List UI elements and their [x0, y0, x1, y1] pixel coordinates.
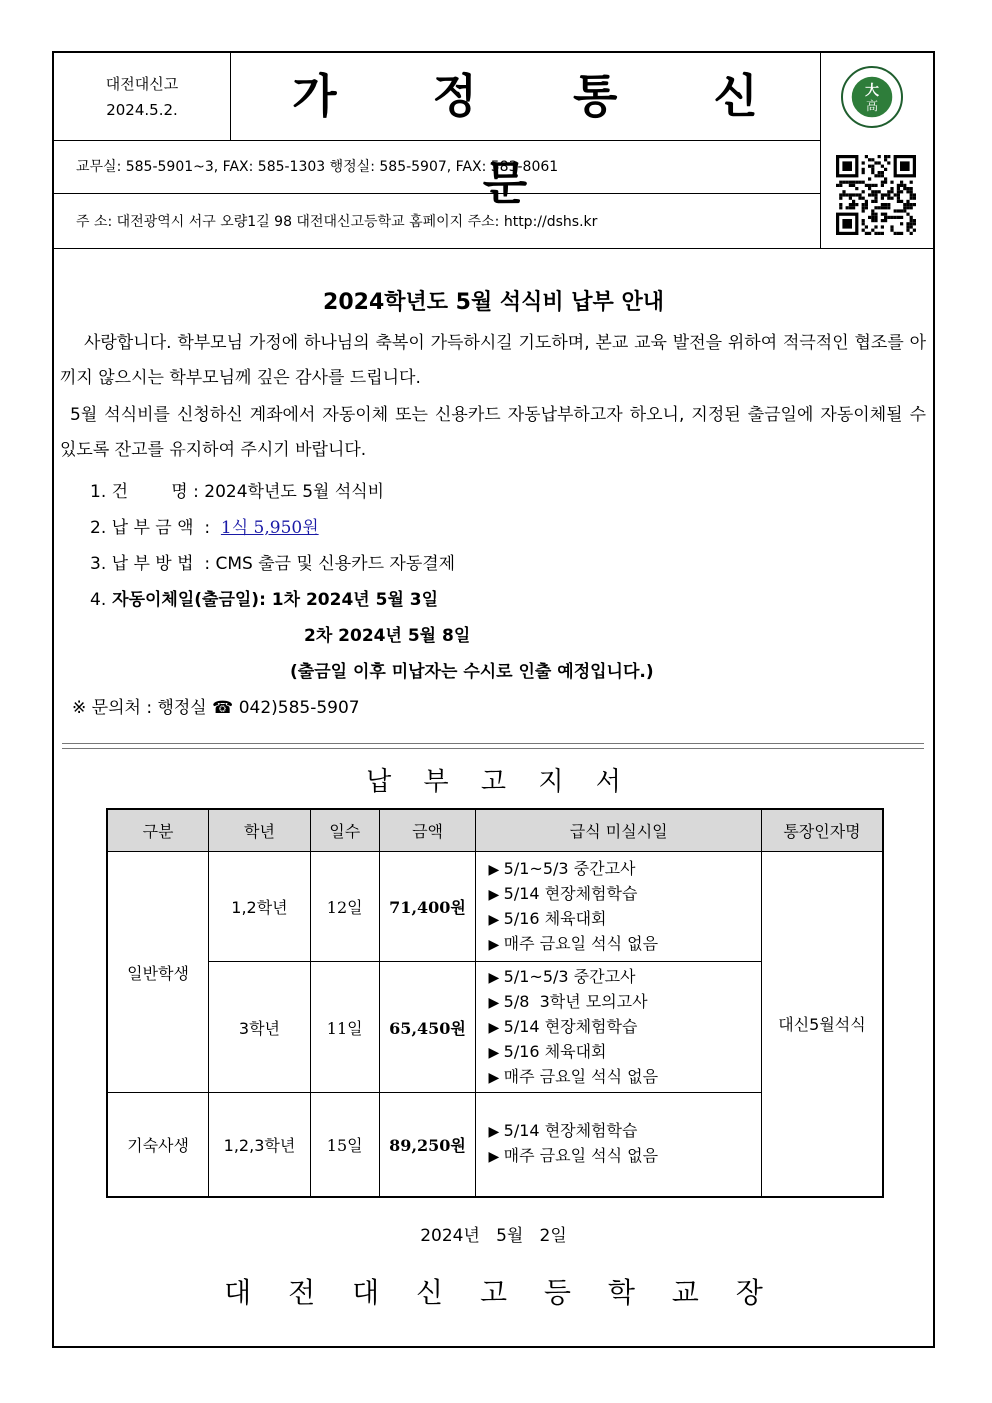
list-item: ▶ 5/1~5/3 중간고사 [488, 857, 760, 882]
column-header: 통장인자명 [761, 809, 883, 852]
amount-cell: 89,250원 [379, 1093, 476, 1197]
notice-heading: 2024학년도 5월 석식비 납부 안내 [323, 290, 664, 315]
list-item: ▶ 매주 금요일 석식 없음 [488, 1144, 760, 1169]
principal-signature: 대 전 대 신 고 등 학 교 장 [224, 1276, 777, 1309]
notice-item-1: 1. 건 명 : 2024학년도 5월 석식비 [90, 482, 385, 502]
column-header: 급식 미실시일 [476, 809, 761, 852]
notice-paragraph-2: 5월 석식비를 신청하신 계좌에서 자동이체 또는 신용카드 자동납부하고자 하오니, 지정된 출금일에 자동이체될 수 있도록 잔고를 유지하여 주시기 바랍니다. [60, 405, 926, 460]
document-frame [52, 51, 935, 1348]
emblem-top-char: 大 [865, 83, 879, 99]
school-emblem-icon [840, 65, 904, 129]
grade-cell: 1,2학년 [209, 852, 311, 962]
bill-heading: 납 부 고 지 서 [366, 767, 633, 797]
amount-cell: 65,450원 [379, 962, 476, 1093]
list-item: ▶ 5/8 3학년 모의고사 [488, 990, 760, 1015]
column-header: 구분 [107, 809, 209, 852]
header [54, 53, 933, 248]
qr-code-icon [836, 155, 916, 235]
page-title: 가 정 통 신 문 [292, 69, 798, 210]
notice-item-3: 3. 납 부 방 법 : CMS 출금 및 신용카드 자동결제 [90, 554, 456, 574]
debit-note: (출금일 이후 미납자는 수시로 인출 예정입니다.) [290, 662, 654, 682]
list-item: ▶ 5/16 체육대회 [488, 907, 760, 932]
list-item: ▶ 매주 금요일 석식 없음 [488, 1065, 760, 1090]
off-days-cell [476, 852, 761, 962]
bill-table [106, 808, 884, 1198]
account-name-cell: 대신5월석식 [761, 852, 883, 1197]
meal-price: 1식 5,950원 [220, 518, 319, 538]
amount-cell: 71,400원 [379, 852, 476, 962]
days-cell: 15일 [310, 1093, 379, 1197]
debit-date-2: 2차 2024년 5월 8일 [304, 626, 471, 646]
issue-date: 2024.5.2. [106, 101, 178, 119]
notice-paragraph-1: 사랑합니다. 학부모님 가정에 하나님의 축복이 가득하시길 기도하며, 본교 교육 발전을 위하여 적극적인 협조를 아끼지 않으시는 학부모님께 깊은 감사를 드립니다. [60, 333, 926, 388]
grade-cell: 1,2,3학년 [209, 1093, 311, 1197]
column-header: 금액 [379, 809, 476, 852]
address-info: 주 소: 대전광역시 서구 오량1길 98 대전대신고등학교 홈페이지 주소: http://dshs.kr [76, 214, 598, 230]
contact-info: 교무실: 585-5901~3, FAX: 585-1303 행정실: 585-5907, FAX: 583-8061 [76, 159, 559, 175]
school-date-cell [54, 53, 230, 140]
off-days-cell [476, 1093, 761, 1197]
school-name: 대전대신고 [105, 75, 179, 93]
category-cell: 일반학생 [107, 852, 209, 1093]
list-item: ▶ 5/14 현장체험학습 [488, 1015, 760, 1040]
table-row [107, 852, 883, 962]
notice-item-4: 4. 자동이체일(출금일): 1차 2024년 5월 3일 [90, 590, 439, 610]
divider [62, 743, 924, 749]
column-header: 일수 [310, 809, 379, 852]
grade-cell: 3학년 [209, 962, 311, 1093]
off-days-cell [476, 962, 761, 1093]
days-cell: 11일 [310, 962, 379, 1093]
inquiry-contact: ※ 문의처 : 행정실 ☎ 042)585-5907 [72, 698, 360, 718]
notice-item-2: 2. 납 부 금 액 : 1식 5,950원 [90, 518, 319, 538]
list-item: ▶ 매주 금요일 석식 없음 [488, 932, 760, 957]
category-cell: 기숙사생 [107, 1093, 209, 1197]
list-item: ▶ 5/14 현장체험학습 [488, 1119, 760, 1144]
column-header: 학년 [209, 809, 311, 852]
emblem-char: 高 [865, 99, 879, 113]
list-item: ▶ 5/14 현장체험학습 [488, 882, 760, 907]
footer-date: 2024년 5월 2일 [420, 1226, 567, 1246]
list-item: ▶ 5/1~5/3 중간고사 [488, 965, 760, 990]
days-cell: 12일 [310, 852, 379, 962]
table-header-row [107, 809, 883, 852]
list-item: ▶ 5/16 체육대회 [488, 1040, 760, 1065]
